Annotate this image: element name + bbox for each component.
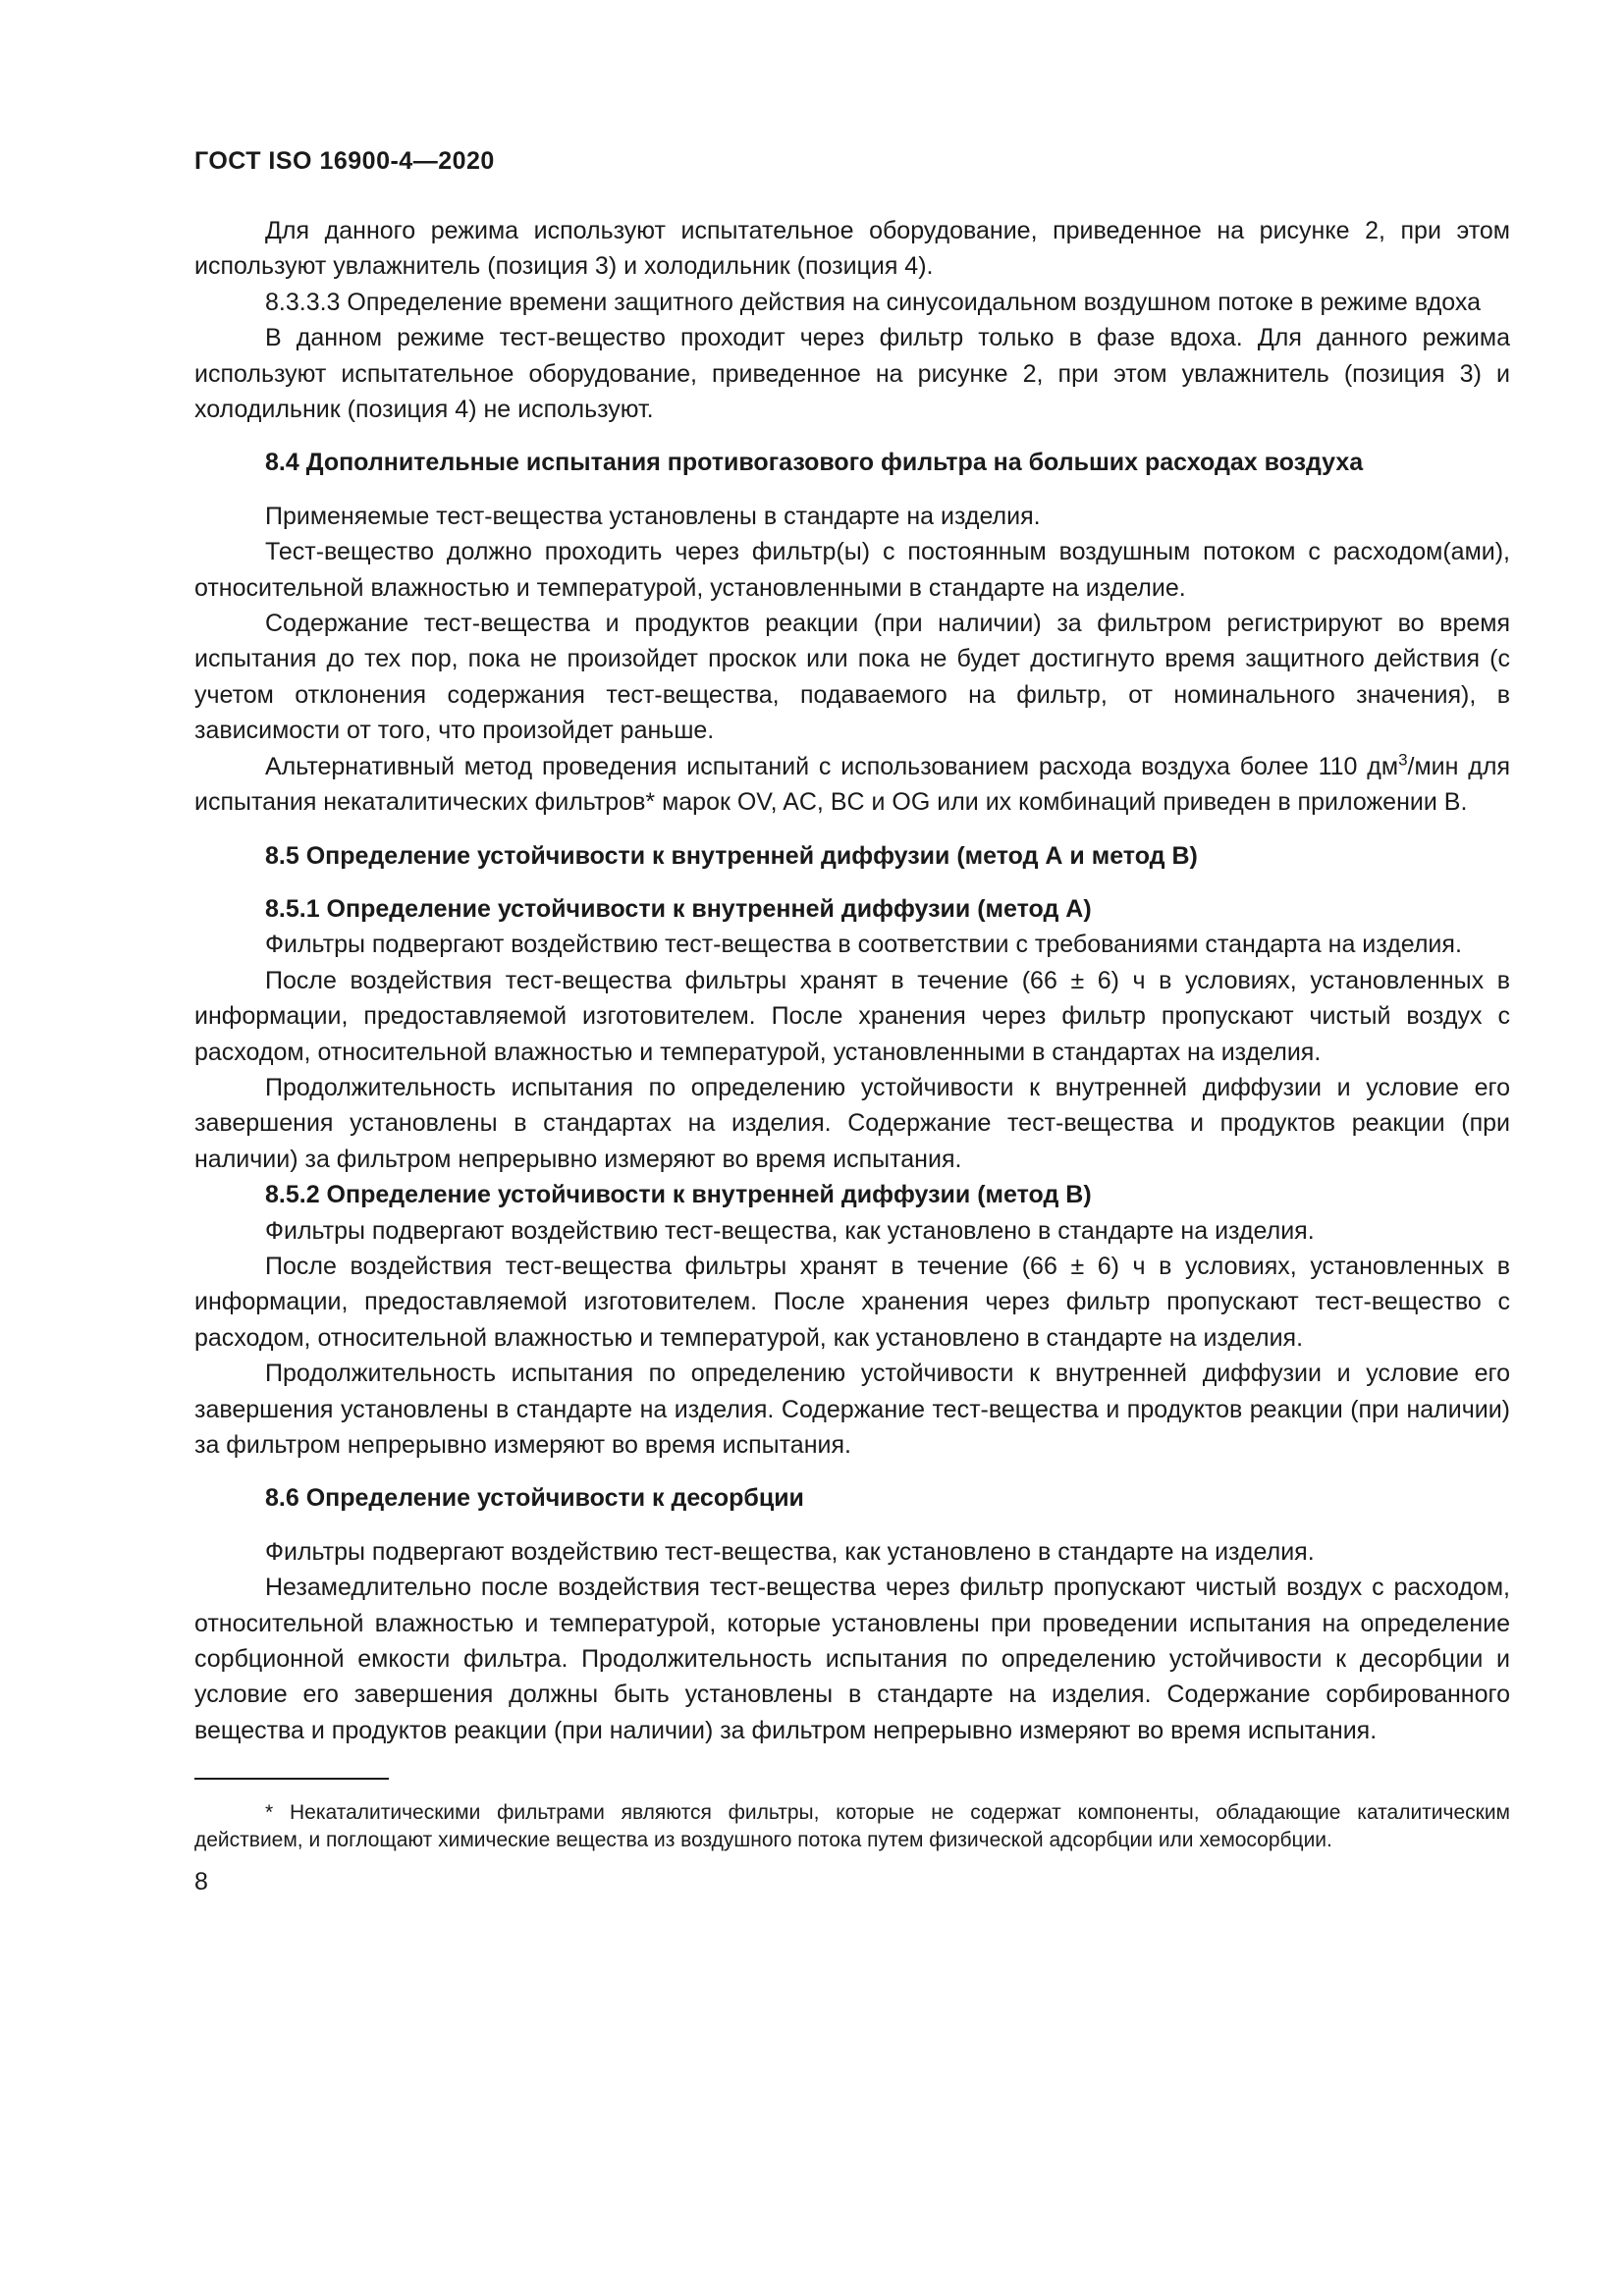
section-heading-8-5: 8.5 Определение устойчивости к внутренней диффузии (метод А и метод В): [265, 841, 1198, 870]
page-number: 8: [194, 1868, 208, 1896]
paragraph: Для данного режима используют испытательное оборудование, приведенное на рисунке 2, при этом используют увлажнитель (позиция 3) и холодильник (позиция 4).: [194, 217, 1510, 281]
paragraph: Фильтры подвергают воздействию тест-вещества, как установлено в стандарте на изделия.: [265, 1537, 1315, 1566]
section-heading-8-5-2: 8.5.2 Определение устойчивости к внутренней диффузии (метод В): [265, 1181, 1092, 1209]
section-heading-8-5-1: 8.5.1 Определение устойчивости к внутренней диффузии (метод А): [265, 894, 1092, 923]
paragraph: Продолжительность испытания по определению устойчивости к внутренней диффузии и условие его завершения установлены в стандартах на изделия. Содержание тест-вещества и продуктов реакции (при наличии) за фильтром непрерывно измеряют во время испытания.: [194, 1073, 1510, 1173]
paragraph: 8.3.3.3 Определение времени защитного действия на синусоидальном воздушном потоке в режиме вдоха: [265, 288, 1482, 316]
paragraph: После воздействия тест-вещества фильтры хранят в течение (66 ± 6) ч в условиях, установленных в информации, предоставляемой изготовителем. После хранения через фильтр пропускают тест-вещество с расходом, относительной влажностью и температурой, как установлено в стандарте на изделия.: [194, 1252, 1510, 1352]
paragraph: Применяемые тест-вещества установлены в стандарте на изделия.: [265, 502, 1041, 530]
paragraph-text: Альтернативный метод проведения испытаний с использованием расхода воздуха более 110 дм: [265, 752, 1399, 780]
paragraph-text: /мин для испытания некаталитических фильтров* марок OV, AC, BC и OG или их комбинаций приведен в приложении B.: [194, 752, 1510, 817]
superscript: 3: [1398, 750, 1408, 770]
section-heading-8-4: 8.4 Дополнительные испытания противогазового фильтра на больших расходах воздуха: [265, 449, 1364, 477]
document-page: [194, 147, 1510, 1896]
paragraph: В данном режиме тест-вещество проходит через фильтр только в фазе вдоха. Для данного режима используют испытательное оборудование, приведенное на рисунке 2, при этом увлажнитель (позиция 3) и холодильник (позиция 4) не используют.: [194, 324, 1510, 424]
paragraph: Фильтры подвергают воздействию тест-вещества, как установлено в стандарте на изделия.: [265, 1216, 1315, 1245]
paragraph: Содержание тест-вещества и продуктов реакции (при наличии) за фильтром регистрируют во время испытания до тех пор, пока не произойдет проскок или пока не будет достигнуто время защитного действия (с учетом отклонения содержания тест-вещества, подаваемого на фильтр, от номинального значения), в зависимости от того, что произойдет раньше.: [194, 610, 1510, 745]
footnote: * Некаталитическими фильтрами являются фильтры, которые не содержат компоненты, обладающие каталитическим действием, и поглощают химические вещества из воздушного потока путем физической адсорбции или хемосорбции.: [194, 1801, 1510, 1852]
document-header: ГОСТ ISO 16900-4—2020: [194, 147, 495, 175]
paragraph: Фильтры подвергают воздействию тест-вещества в соответствии с требованиями стандарта на изделия.: [265, 931, 1462, 959]
paragraph: Незамедлительно после воздействия тест-вещества через фильтр пропускают чистый воздух с расходом, относительной влажностью и температурой, которые установлены при проведении испытания на определение сорбционной емкости фильтра. Продолжительность испытания по определению устойчивости к десорбции и условие его завершения должны быть установлены в стандарте на изделия. Содержание сорбированного вещества и продуктов реакции (при наличии) за фильтром непрерывно измеряют во время испытания.: [194, 1574, 1510, 1744]
paragraph: Тест-вещество должно проходить через фильтр(ы) с постоянным воздушным потоком с расходом(ами), относительной влажностью и температурой, установленными в стандарте на изделие.: [194, 538, 1510, 602]
footnote-divider: [194, 1778, 389, 1780]
paragraph: [194, 749, 1510, 821]
paragraph: Продолжительность испытания по определению устойчивости к внутренней диффузии и условие его завершения установлены в стандарте на изделия. Содержание тест-вещества и продуктов реакции (при наличии) за фильтром непрерывно измеряют во время испытания.: [194, 1360, 1510, 1459]
section-heading-8-6: 8.6 Определение устойчивости к десорбции: [265, 1484, 804, 1513]
paragraph: После воздействия тест-вещества фильтры хранят в течение (66 ± 6) ч в условиях, установленных в информации, предоставляемой изготовителем. После хранения через фильтр пропускают чистый воздух с расходом, относительной влажностью и температурой, установленными в стандартах на изделия.: [194, 966, 1510, 1066]
